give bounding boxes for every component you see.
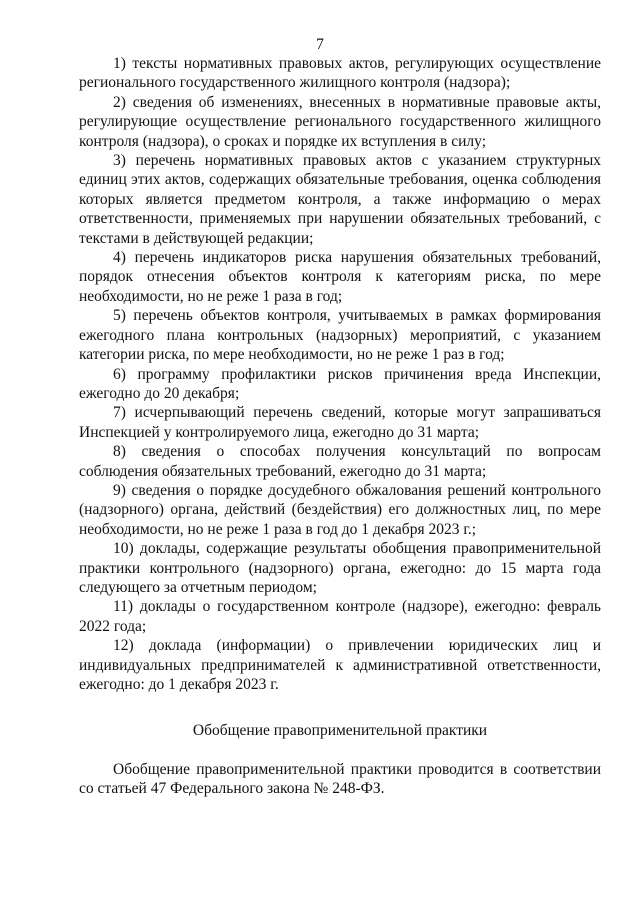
list-item-12: 12) доклада (информации) о привлечении юридических лиц и индивидуальных предпринимателей к административной ответственности, ежегодно: до 1 декабря 2023 г.: [79, 637, 601, 693]
list-item-10: 10) доклады, содержащие результаты обобщения правоприменительной практики контрольного (надзорного) органа, ежегодно: до 15 марта года следующего за отчетным периодом;: [79, 540, 601, 596]
list-item-9: 9) сведения о порядке досудебного обжалования решений контрольного (надзорного) органа, действий (бездействия) его должностных лиц, по мере необходимости, но не реже 1 раза в год до 1 декабря 2023 г.;: [79, 481, 601, 538]
document-body: [79, 54, 601, 799]
page-number: 7: [316, 36, 324, 53]
list-item-5: 5) перечень объектов контроля, учитываемых в рамках формирования ежегодного плана контрольных (надзорных) мероприятий, с указанием категории риска, по мере необходимости, но не реже 1 раз в год;: [79, 307, 601, 364]
final-paragraph: Обобщение правоприменительной практики проводится в соответствии со статьей 47 Федерального закона № 248-ФЗ.: [79, 760, 601, 798]
list-item-8: 8) сведения о способах получения консультаций по вопросам соблюдения обязательных требований, ежегодно до 31 марта;: [79, 443, 601, 480]
list-item-6: 6) программу профилактики рисков причинения вреда Инспекции, ежегодно до 20 декабря;: [79, 365, 601, 402]
list-item-3: 3) перечень нормативных правовых актов с указанием структурных единиц этих актов, содержащих обязательные требования, оценка соблюдения которых является предметом контроля, а также информацию о мерах ответственности, применяемых при нарушении обязательных требований, с текстами в действующей редакции;: [79, 152, 601, 247]
list-item-2: 2) сведения об изменениях, внесенных в нормативные правовые акты, регулирующие осуществление регионального государственного жилищного контроля (надзора), о сроках и порядке их вступления в силу;: [79, 93, 601, 150]
list-item-4: 4) перечень индикаторов риска нарушения обязательных требований, порядок отнесения объектов контроля к категориям риска, по мере необходимости, но не реже 1 раза в год;: [79, 249, 601, 305]
list-item-7: 7) исчерпывающий перечень сведений, которые могут запрашиваться Инспекцией у контролируемого лица, ежегодно до 31 марта;: [79, 404, 601, 441]
list-item-11: 11) доклады о государственном контроле (надзоре), ежегодно: февраль 2022 года;: [79, 598, 601, 635]
list-item-1: 1) тексты нормативных правовых актов, регулирующих осуществление регионального государственного жилищного контроля (надзора);: [79, 55, 601, 92]
section-heading: Обобщение правоприменительной практики: [192, 722, 488, 740]
